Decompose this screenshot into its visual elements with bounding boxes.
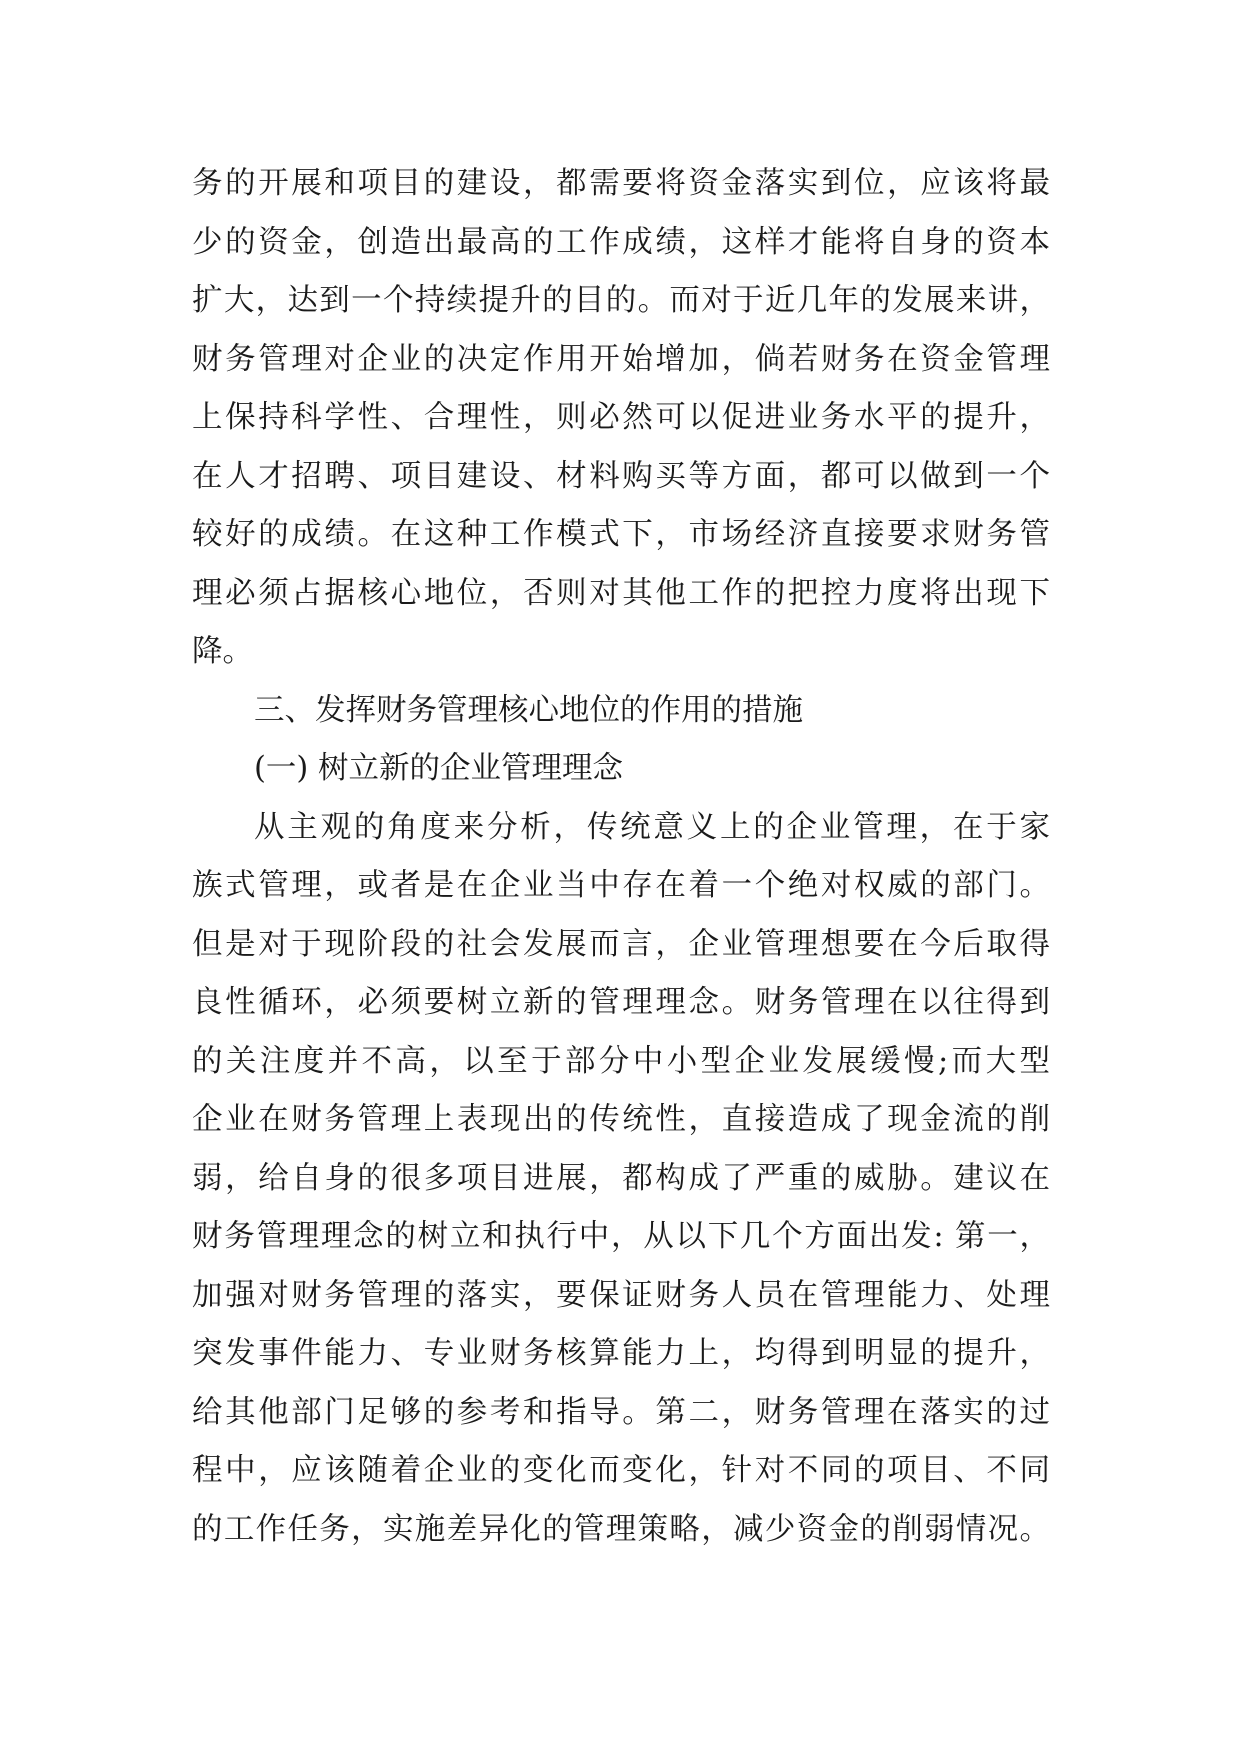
text-line: 良性循环，必须要树立新的管理理念。财务管理在以往得到 bbox=[192, 985, 1050, 1020]
text-line: 财务管理对企业的决定作用开始增加，倘若财务在资金管理 bbox=[192, 341, 1050, 377]
text-line: 理必须占据核心地位，否则对其他工作的把控力度将出现下 bbox=[192, 575, 1050, 611]
text-line: 上保持科学性、合理性，则必然可以促进业务水平的提升， bbox=[192, 400, 1050, 435]
text-line: 给其他部门足够的参考和指导。第二，财务管理在落实的过 bbox=[192, 1394, 1050, 1430]
section-heading: 三、发挥财务管理核心地位的作用的措施 bbox=[254, 692, 803, 728]
paragraph-management-concept bbox=[192, 799, 1050, 1560]
paragraph-continuation bbox=[192, 155, 1050, 682]
text-line: 的工作任务，实施差异化的管理策略，减少资金的削弱情况。 bbox=[192, 1511, 1050, 1547]
text-line: 扩大，达到一个持续提升的目的。而对于近几年的发展来讲， bbox=[192, 283, 1050, 318]
text-line: 加强对财务管理的落实，要保证财务人员在管理能力、处理 bbox=[192, 1277, 1050, 1313]
document-body bbox=[192, 155, 1050, 1559]
text-line: 弱，给自身的很多项目进展，都构成了严重的威胁。建议在 bbox=[192, 1160, 1050, 1196]
text-line: 在人才招聘、项目建设、材料购买等方面，都可以做到一个 bbox=[192, 458, 1050, 494]
text-line: 财务管理理念的树立和执行中，从以下几个方面出发: 第一， bbox=[192, 1219, 1050, 1254]
text-line: 程中，应该随着企业的变化而变化，针对不同的项目、不同 bbox=[192, 1453, 1050, 1488]
text-line: 企业在财务管理上表现出的传统性，直接造成了现金流的削 bbox=[192, 1102, 1050, 1137]
text-line: 从主观的角度来分析，传统意义上的企业管理，在于家 bbox=[254, 809, 1050, 845]
text-line: 的关注度并不高，以至于部分中小型企业发展缓慢;而大型 bbox=[192, 1043, 1050, 1079]
text-line: 但是对于现阶段的社会发展而言，企业管理想要在今后取得 bbox=[192, 926, 1050, 962]
text-line: 较好的成绩。在这种工作模式下，市场经济直接要求财务管 bbox=[192, 517, 1050, 552]
text-line: 降。 bbox=[192, 634, 253, 669]
text-line: 少的资金，创造出最高的工作成绩，这样才能将自身的资本 bbox=[192, 224, 1050, 260]
subsection-heading: (一) 树立新的企业管理理念 bbox=[254, 751, 623, 786]
text-line: 突发事件能力、专业财务核算能力上，均得到明显的提升， bbox=[192, 1336, 1050, 1371]
text-line: 族式管理，或者是在企业当中存在着一个绝对权威的部门。 bbox=[192, 868, 1050, 903]
text-line: 务的开展和项目的建设，都需要将资金落实到位，应该将最 bbox=[192, 166, 1050, 201]
